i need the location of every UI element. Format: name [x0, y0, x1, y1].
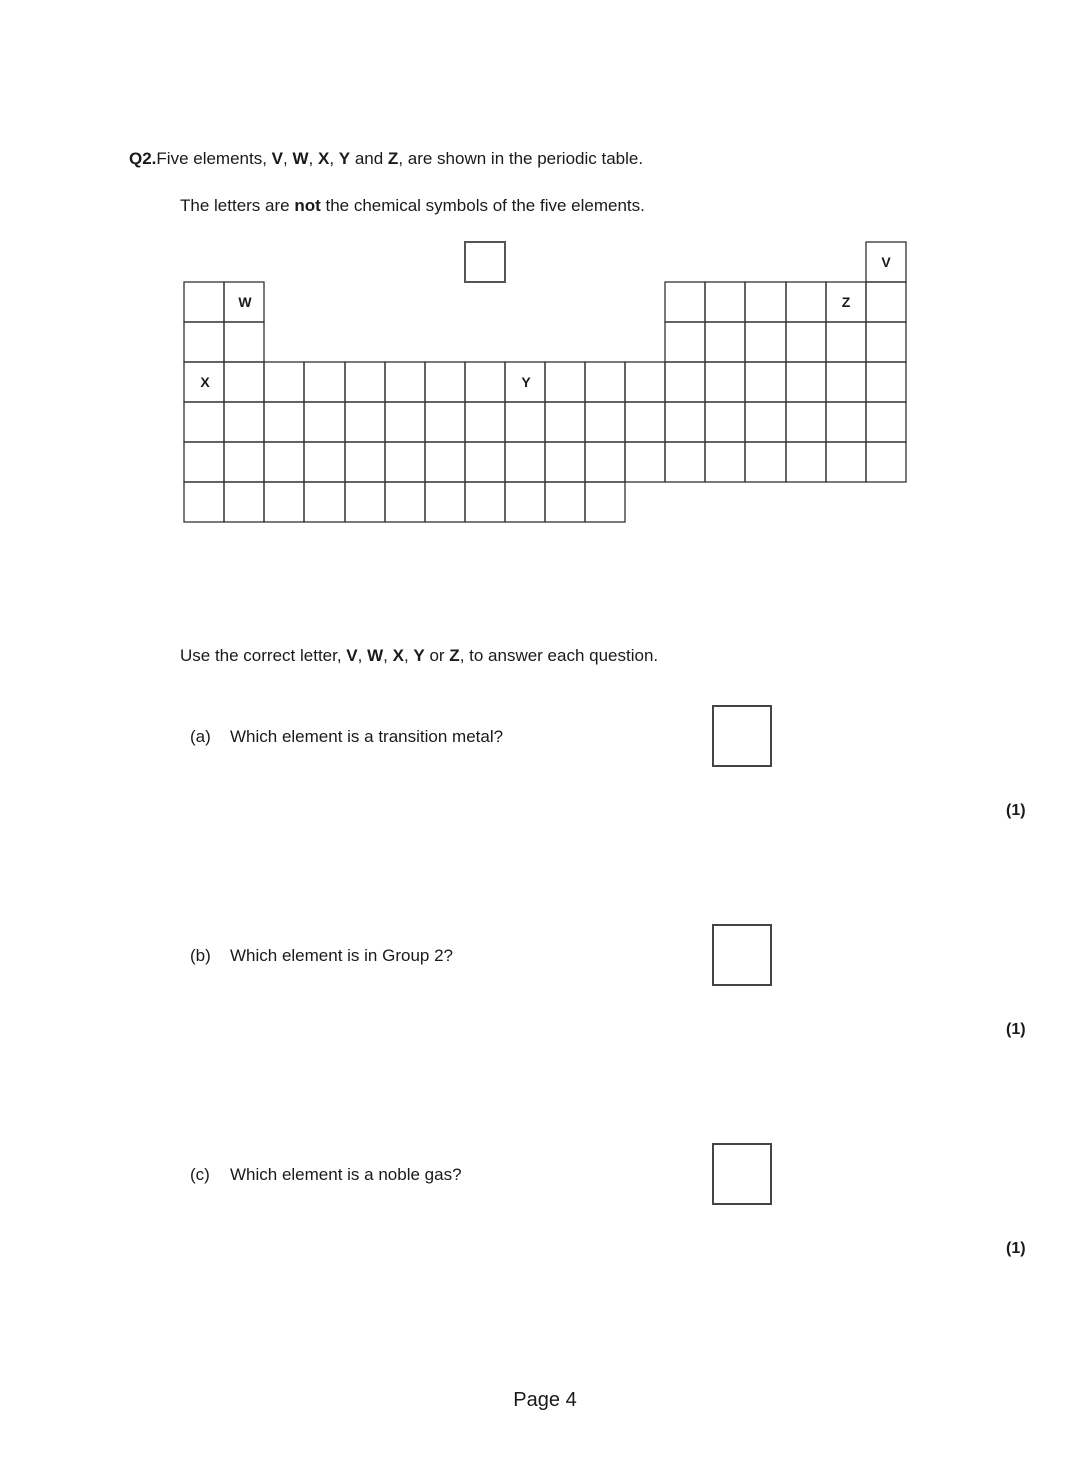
periodic-cell [385, 362, 425, 402]
periodic-cell [705, 282, 745, 322]
periodic-cell [866, 362, 906, 402]
part-b-marks: (1) [1006, 1021, 1026, 1038]
periodic-cell [385, 442, 425, 482]
periodic-cell [665, 402, 705, 442]
periodic-cell [625, 362, 665, 402]
periodic-cell [425, 402, 465, 442]
periodic-cell [264, 442, 304, 482]
element-label-x: X [200, 374, 210, 390]
periodic-table [0, 0, 1080, 600]
element-label-v: V [881, 254, 891, 270]
part-b-label: (b) [190, 946, 211, 965]
periodic-cell [665, 322, 705, 362]
periodic-cell [224, 322, 264, 362]
periodic-cell [545, 402, 585, 442]
periodic-cell [264, 402, 304, 442]
periodic-cell [866, 402, 906, 442]
periodic-cell [345, 362, 385, 402]
periodic-cell [745, 442, 786, 482]
periodic-cell [184, 282, 224, 322]
periodic-cell [705, 322, 745, 362]
periodic-cell [545, 442, 585, 482]
part-b-text: Which element is in Group 2? [230, 946, 453, 965]
periodic-cell [345, 482, 385, 522]
periodic-cell [184, 482, 224, 522]
periodic-cell [745, 362, 786, 402]
element-label-y: Y [521, 374, 531, 390]
periodic-cell [585, 362, 625, 402]
periodic-cell [385, 402, 425, 442]
periodic-cell [385, 482, 425, 522]
part-c-marks: (1) [1006, 1240, 1026, 1257]
periodic-cell [465, 482, 505, 522]
element-label-w: W [238, 294, 252, 310]
part-a-marks: (1) [1006, 802, 1026, 819]
periodic-cell [184, 402, 224, 442]
periodic-cell [545, 362, 585, 402]
periodic-cell [545, 482, 585, 522]
periodic-cell [786, 322, 826, 362]
page-number: Page 4 [513, 1389, 577, 1411]
periodic-cell [465, 442, 505, 482]
part-b-answer-box[interactable] [712, 924, 772, 986]
periodic-cell [304, 362, 345, 402]
periodic-cell [224, 482, 264, 522]
periodic-cell [705, 442, 745, 482]
periodic-cell [665, 442, 705, 482]
question-intro: Q2.Five elements, V, W, X, Y and Z, are shown in the periodic table. [129, 149, 644, 168]
part-c-label: (c) [190, 1165, 210, 1184]
periodic-cell [786, 362, 826, 402]
periodic-cell [264, 362, 304, 402]
periodic-cell [465, 362, 505, 402]
periodic-cell [866, 442, 906, 482]
periodic-cell [505, 442, 545, 482]
periodic-cell [786, 402, 826, 442]
periodic-cell [345, 402, 385, 442]
periodic-cell [425, 362, 465, 402]
periodic-cell [625, 442, 665, 482]
periodic-cell [705, 362, 745, 402]
periodic-cell [866, 322, 906, 362]
periodic-cell [425, 482, 465, 522]
periodic-cell [465, 402, 505, 442]
periodic-cell [745, 282, 786, 322]
hydrogen-cell [465, 242, 505, 282]
part-a-answer-box[interactable] [712, 705, 772, 767]
periodic-cell [866, 282, 906, 322]
part-b-question [190, 946, 453, 966]
periodic-cell [625, 402, 665, 442]
periodic-cell [224, 362, 264, 402]
periodic-cell [345, 442, 385, 482]
periodic-cell [264, 482, 304, 522]
part-c-question [190, 1165, 462, 1185]
periodic-cell [224, 442, 264, 482]
instruction: Use the correct letter, V, W, X, Y or Z, to answer each question. [180, 646, 659, 665]
periodic-cell [585, 482, 625, 522]
element-label-z: Z [841, 294, 851, 310]
part-a-label: (a) [190, 727, 211, 746]
periodic-cell [745, 402, 786, 442]
periodic-cell [665, 282, 705, 322]
part-c-text: Which element is a noble gas? [230, 1165, 462, 1184]
part-c-answer-box[interactable] [712, 1143, 772, 1205]
periodic-cell [505, 482, 545, 522]
periodic-cell [705, 402, 745, 442]
periodic-cell [304, 402, 345, 442]
periodic-cell [585, 442, 625, 482]
periodic-cell [585, 402, 625, 442]
periodic-cell [826, 322, 866, 362]
periodic-cell [786, 442, 826, 482]
periodic-cell [184, 322, 224, 362]
periodic-cell [304, 442, 345, 482]
periodic-cell [224, 402, 264, 442]
part-a-question [190, 727, 503, 747]
periodic-cell [826, 402, 866, 442]
periodic-cell [505, 402, 545, 442]
periodic-cell [665, 362, 705, 402]
periodic-cell [826, 362, 866, 402]
question-note: The letters are not the chemical symbols of the five elements. [180, 196, 645, 215]
periodic-table-grid [184, 242, 906, 522]
periodic-cell [786, 282, 826, 322]
periodic-cell [425, 442, 465, 482]
part-a-text: Which element is a transition metal? [230, 727, 504, 746]
periodic-cell [304, 482, 345, 522]
periodic-cell [826, 442, 866, 482]
question-number: Q2. [129, 149, 157, 168]
periodic-cell [184, 442, 224, 482]
periodic-cell [745, 322, 786, 362]
